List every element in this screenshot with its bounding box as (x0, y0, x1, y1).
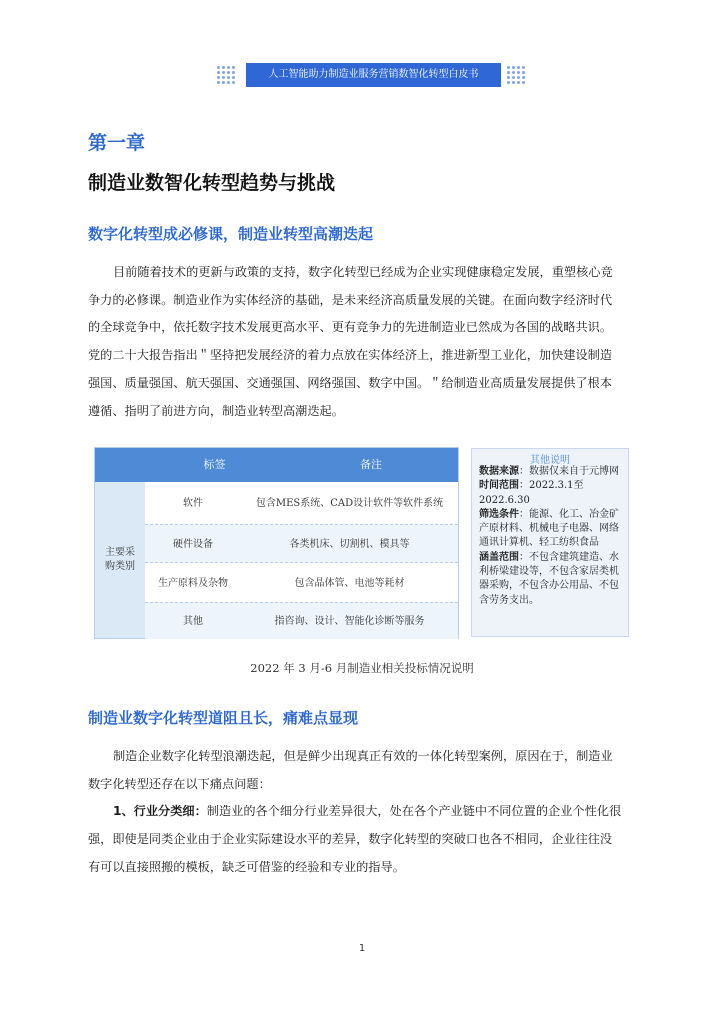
paragraph-line: 强，即使是同类企业由于企业实际建设水平的差异，数字化转型的突破口也各不相同，企业往往没 (88, 832, 613, 847)
paragraph-line: 党的二十大报告指出＂坚持把发展经济的着力点放在实体经济上，推进新型工业化，加快建设制造 (88, 348, 613, 363)
table-category-cell: 主要采购类别 (95, 482, 145, 638)
table-row (145, 524, 458, 563)
range-value: 2022.3.1至2022.6.30 (479, 480, 584, 506)
section1-paragraph (88, 259, 643, 425)
section-title-1: 数字化转型成必修课，制造业转型高潮迭起 (88, 225, 374, 243)
paragraph-line: 目前随着技术的更新与政策的支持，数字化转型已经成为企业实现健康稳定发展，重塑核心竞 (113, 265, 613, 279)
point-1-line: 1、行业分类细：制造业的各个细分行业差异很大，处在各个产业链中不同位置的企业个性化很 (113, 804, 622, 819)
paragraph-line: 数字化转型还存在以下痛点问题： (88, 776, 271, 791)
header-banner-title: 人工智能助力制造业服务营销数智化转型白皮书 (246, 63, 501, 87)
table-header-blank (95, 448, 145, 482)
table-cell-note: 各类机床、切割机、模具等 (289, 538, 410, 550)
paragraph-line: 遵循、指明了前进方向，制造业转型高潮迭起。 (88, 403, 344, 418)
side-note-box (471, 448, 629, 637)
table-header-note: 备注 (284, 448, 458, 482)
page-header (0, 63, 724, 87)
table-header-tag: 标签 (145, 448, 284, 482)
paragraph-line: 制造企业数字化转型浪潮迭起，但是鲜少出现真正有效的一体化转型案例，原因在于，制造业 (113, 749, 613, 763)
source-label: 数据来源 (479, 466, 519, 477)
paragraph-line: 的全球竞争中，依托数字技术发展更高水平、更有竞争力的先进制造业已然成为各国的战略共识。 (88, 320, 613, 335)
filter-value: 能源、化工、冶金矿产原材料、机械电子电器、网络通讯计算机、轻工纺织食品 (479, 508, 619, 549)
table-cell-tag: 其他 (183, 615, 203, 627)
section-title-2: 制造业数字化转型道阻且长，痛难点显现 (88, 709, 359, 727)
dots-decoration-right (507, 66, 529, 84)
table-cell-tag: 软件 (183, 497, 203, 509)
scope-value: 不包含建筑建造、水利桥梁建设等，不包含家居类机器采购，不包含办公用品、不包含劳务支出。 (479, 551, 619, 606)
table-cell-note: 包含MES系统、CAD设计软件等软件系统 (255, 497, 444, 509)
side-note-text: 数据来源：数据仅来自于元博网 时间范围：2022.3.1至2022.6.30 筛选条件：能源、化工、冶金矿产原材料、机械电子电器、网络通讯计算机、轻工纺织食品 涵盖范围：不包含建筑建造、水利桥梁建设等，不包含家居类机器采购，不包含办公用品、不包含劳务支出。 (479, 466, 619, 606)
page-number: 1 (358, 943, 366, 954)
section2-paragraph (88, 743, 643, 882)
paragraph-line: 强国、质量强国、航天强国、交通强国、网络强国、数字中国。＂给制造业高质量发展提供了根本 (88, 375, 613, 390)
table-row (145, 562, 458, 603)
range-label: 时间范围 (479, 480, 519, 492)
paragraph-line: 争力的必修课。制造业作为实体经济的基础，是未来经济高质量发展的关键。在面向数字经济时代 (88, 292, 613, 307)
table-cell-note: 指咨询、设计、智能化诊断等服务 (274, 615, 425, 627)
table-caption: 2022 年 3 月-6 月制造业相关投标情况说明 (250, 661, 474, 675)
paragraph-line: 有可以直接照搬的模板，缺乏可借鉴的经验和专业的指导。 (88, 859, 405, 874)
table-cell-tag: 硬件设备 (173, 538, 213, 550)
filter-label: 筛选条件 (479, 508, 519, 520)
dots-decoration-left (217, 66, 239, 84)
scope-label: 涵盖范围 (479, 551, 519, 563)
table-row (145, 482, 458, 524)
point-1-label: 1、行业分类细： (113, 804, 207, 819)
chapter-label: 第一章 (88, 132, 146, 154)
table-cell-note: 包含晶体管、电池等耗材 (294, 577, 405, 589)
procurement-table (94, 447, 459, 639)
source-value: 数据仅来自于元博网 (529, 466, 619, 477)
side-note-title: 其他说明 (530, 455, 570, 466)
table-cell-tag: 生产原料及杂物 (158, 577, 228, 589)
chapter-title: 制造业数智化转型趋势与挑战 (88, 172, 336, 194)
table-row (145, 602, 458, 639)
